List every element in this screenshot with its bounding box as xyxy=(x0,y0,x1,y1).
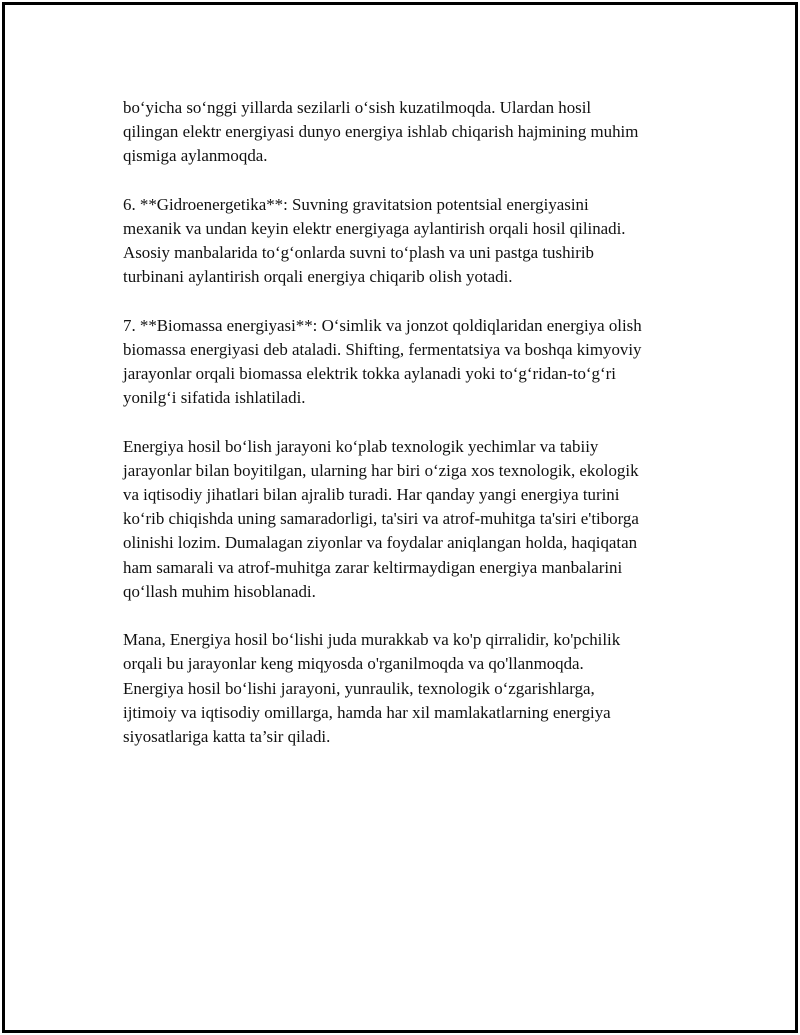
text-line: ko‘rib chiqishda uning samaradorligi, ta'siri va atrof-muhitga ta'siri e'tiborga xyxy=(123,509,639,529)
text-line: ijtimoiy va iqtisodiy omillarga, hamda har xil mamlakatlarning energiya xyxy=(123,702,611,722)
text-line: jarayonlar bilan boyitilgan, ularning har biri o‘ziga xos texnologik, ekologik xyxy=(123,460,639,480)
text-line: biomassa energiyasi deb ataladi. Shifting, fermentatsiya va boshqa kimyoviy xyxy=(123,339,642,359)
text-line: qo‘llash muhim hisoblanadi. xyxy=(123,581,316,601)
text-line: va iqtisodiy jihatlari bilan ajralib turadi. Har qanday yangi energiya turini xyxy=(123,485,620,504)
text-line: olinishi lozim. Dumalagan ziyonlar va foydalar aniqlangan holda, haqiqatan xyxy=(123,533,638,553)
text-line: qismiga aylanmoqda. xyxy=(123,146,268,166)
paragraph-solar-continuation xyxy=(123,96,713,169)
text-line: Mana, Energiya hosil bo‘lishi juda murakkab va ko'p qirralidir, ko'pchilik xyxy=(123,630,621,650)
text-line: ham samarali va atrof-muhitga zarar keltirmaydigan energiya manbalarini xyxy=(123,557,623,577)
paragraph-hydropower xyxy=(123,193,713,290)
text-line: qilingan elektr energiyasi dunyo energiya ishlab chiqarish hajmining muhim xyxy=(123,122,639,142)
text-line: Energiya hosil bo‘lish jarayoni ko‘plab texnologik yechimlar va tabiiy xyxy=(123,436,599,456)
text-line: siyosatlariga katta ta’sir qiladi. xyxy=(123,726,331,746)
text-line: turbinani aylantirish orqali energiya chiqarib olish yotadi. xyxy=(123,267,513,287)
text-line: 7. **Biomassa energiyasi**: O‘simlik va jonzot qoldiqlaridan energiya olish xyxy=(123,315,642,335)
text-line: Asosiy manbalarida to‘g‘onlarda suvni to‘plash va uni pastga tushirib xyxy=(123,243,594,263)
paragraph-conclusion xyxy=(123,628,713,749)
paragraph-energy-process xyxy=(123,435,713,604)
text-line: yonilg‘i sifatida ishlatiladi. xyxy=(123,388,306,408)
text-line: Energiya hosil bo‘lishi jarayoni, yunraulik, texnologik o‘zgarishlarga, xyxy=(123,678,595,698)
text-line: bo‘yicha so‘nggi yillarda sezilarli o‘sish kuzatilmoqda. Ulardan hosil xyxy=(123,98,592,117)
paragraph-biomass xyxy=(123,314,713,411)
document-page xyxy=(2,2,798,1033)
text-line: 6. **Gidroenergetika**: Suvning gravitatsion potentsial energiyasini xyxy=(123,194,589,214)
text-line: jarayonlar orqali biomassa elektrik tokka aylanadi yoki to‘g‘ridan-to‘g‘ri xyxy=(123,364,616,384)
text-line: orqali bu jarayonlar keng miqyosda o'rganilmoqda va qo'llanmoqda. xyxy=(123,654,584,674)
document-body xyxy=(123,96,713,773)
text-line: mexanik va undan keyin elektr energiyaga aylantirish orqali hosil qilinadi. xyxy=(123,218,626,238)
